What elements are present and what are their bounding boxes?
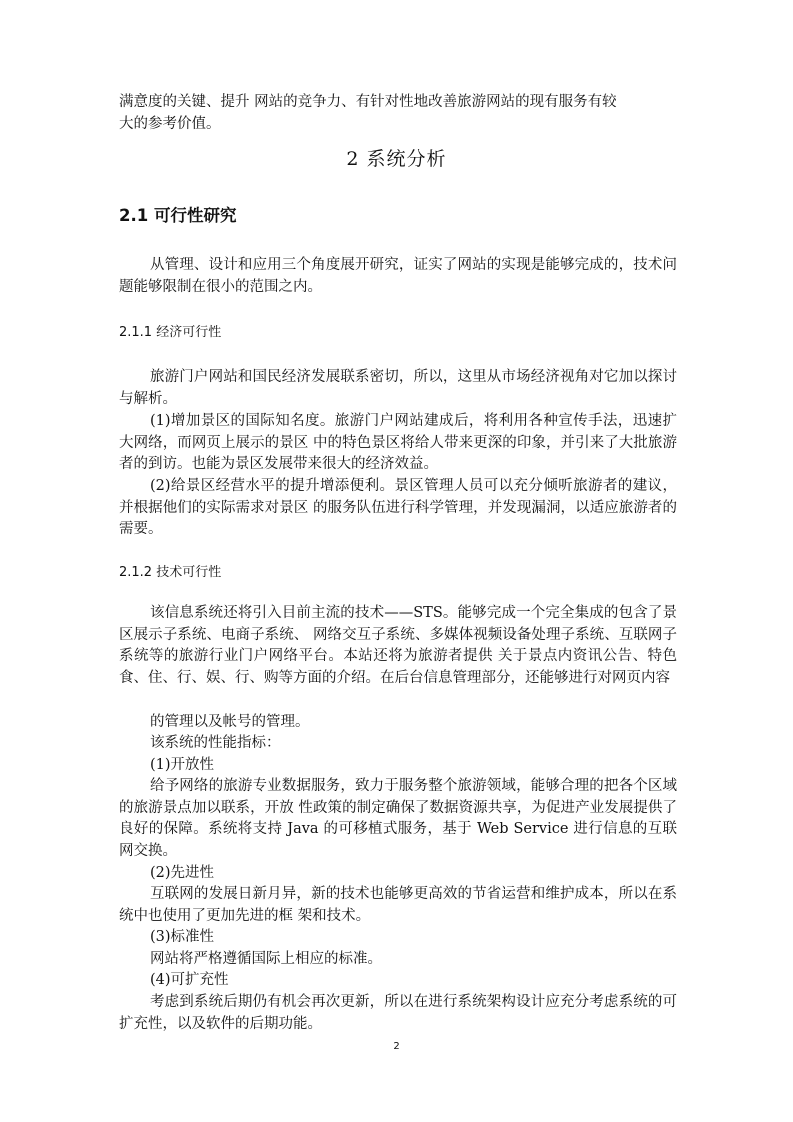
- item-3-paragraph: 网站将严格遵循国际上相应的标准。: [150, 951, 382, 967]
- item-1-paragraph: 给予网络的旅游专业数据服务，致力于服务整个旅游领域，能够合理的把各个区域的旅游景点加以联系，开放 性政策的制定确保了数据资源共享，为促进产业发展提供了良好的保障。系统将支持 Java 的可移植式服务，基于 Web Service 进行信息的互联网交换。: [119, 778, 677, 859]
- tech-paragraph-1: 该信息系统还将引入目前主流的技术——STS。能够完成一个完全集成的包含了景区展示子系统、电商子系统、 网络交互子系统、多媒体视频设备处理子系统、互联网子系统等的旅游行业门户网络平台。本站还将为旅游者提供 关于景点内资讯公告、特色食、住、行、娱、行、购等方面的介绍。在后台信息管理部分，还能够进行对网页内容: [119, 605, 677, 686]
- item-3-title: (3)标准性: [150, 929, 215, 945]
- item-2-paragraph: 互联网的发展日新月异，新的技术也能够更高效的节省运营和维护成本，所以在系统中也使用了更加先进的框 架和技术。: [119, 886, 677, 924]
- econ-paragraph-3: (2)给景区经营水平的提升增添便利。景区管理人员可以充分倾听旅游者的建议，并根据他们的实际需求对景区 的服务队伍进行科学管理，并发现漏洞，以适应旅游者的需要。: [119, 478, 677, 538]
- section-paragraph: 从管理、设计和应用三个角度展开研究，证实了网站的实现是能够完成的，技术问题能够限制在很小的范围之内。: [119, 257, 677, 295]
- econ-paragraph-2: (1)增加景区的国际知名度。旅游门户网站建成后，将利用各种宣传手法，迅速扩大网络，而网页上展示的景区 中的特色景区将给人带来更深的印象，并引来了大批旅游者的到访。也能为景区发展带来很大的经济效益。: [119, 413, 677, 473]
- section-heading: 2.1 可行性研究: [119, 206, 237, 225]
- performance-intro: 该系统的性能指标：: [150, 735, 281, 751]
- tech-heading: 2.1.2 技术可行性: [119, 565, 222, 580]
- tech-paragraph-1-tail: 的管理以及帐号的管理。: [150, 714, 310, 730]
- econ-paragraph-1: 旅游门户网站和国民经济发展联系密切，所以，这里从市场经济视角对它加以探讨与解析。: [119, 369, 677, 407]
- chapter-title: 2 系统分析: [346, 148, 447, 170]
- item-4-title: (4)可扩充性: [150, 972, 229, 988]
- econ-heading: 2.1.1 经济可行性: [119, 325, 222, 340]
- item-1-title: (1)开放性: [150, 757, 215, 773]
- page-number: 2: [393, 1041, 400, 1052]
- intro-line-2: 大的参考价值。: [119, 116, 221, 132]
- item-4-paragraph: 考虑到系统后期仍有机会再次更新，所以在进行系统架构设计应充分考虑系统的可扩充性，以及软件的后期功能。: [119, 994, 677, 1032]
- intro-line-1: 满意度的关键、提升 网站的竞争力、有针对性地改善旅游网站的现有服务有较: [119, 94, 617, 110]
- item-2-title: (2)先进性: [150, 865, 215, 881]
